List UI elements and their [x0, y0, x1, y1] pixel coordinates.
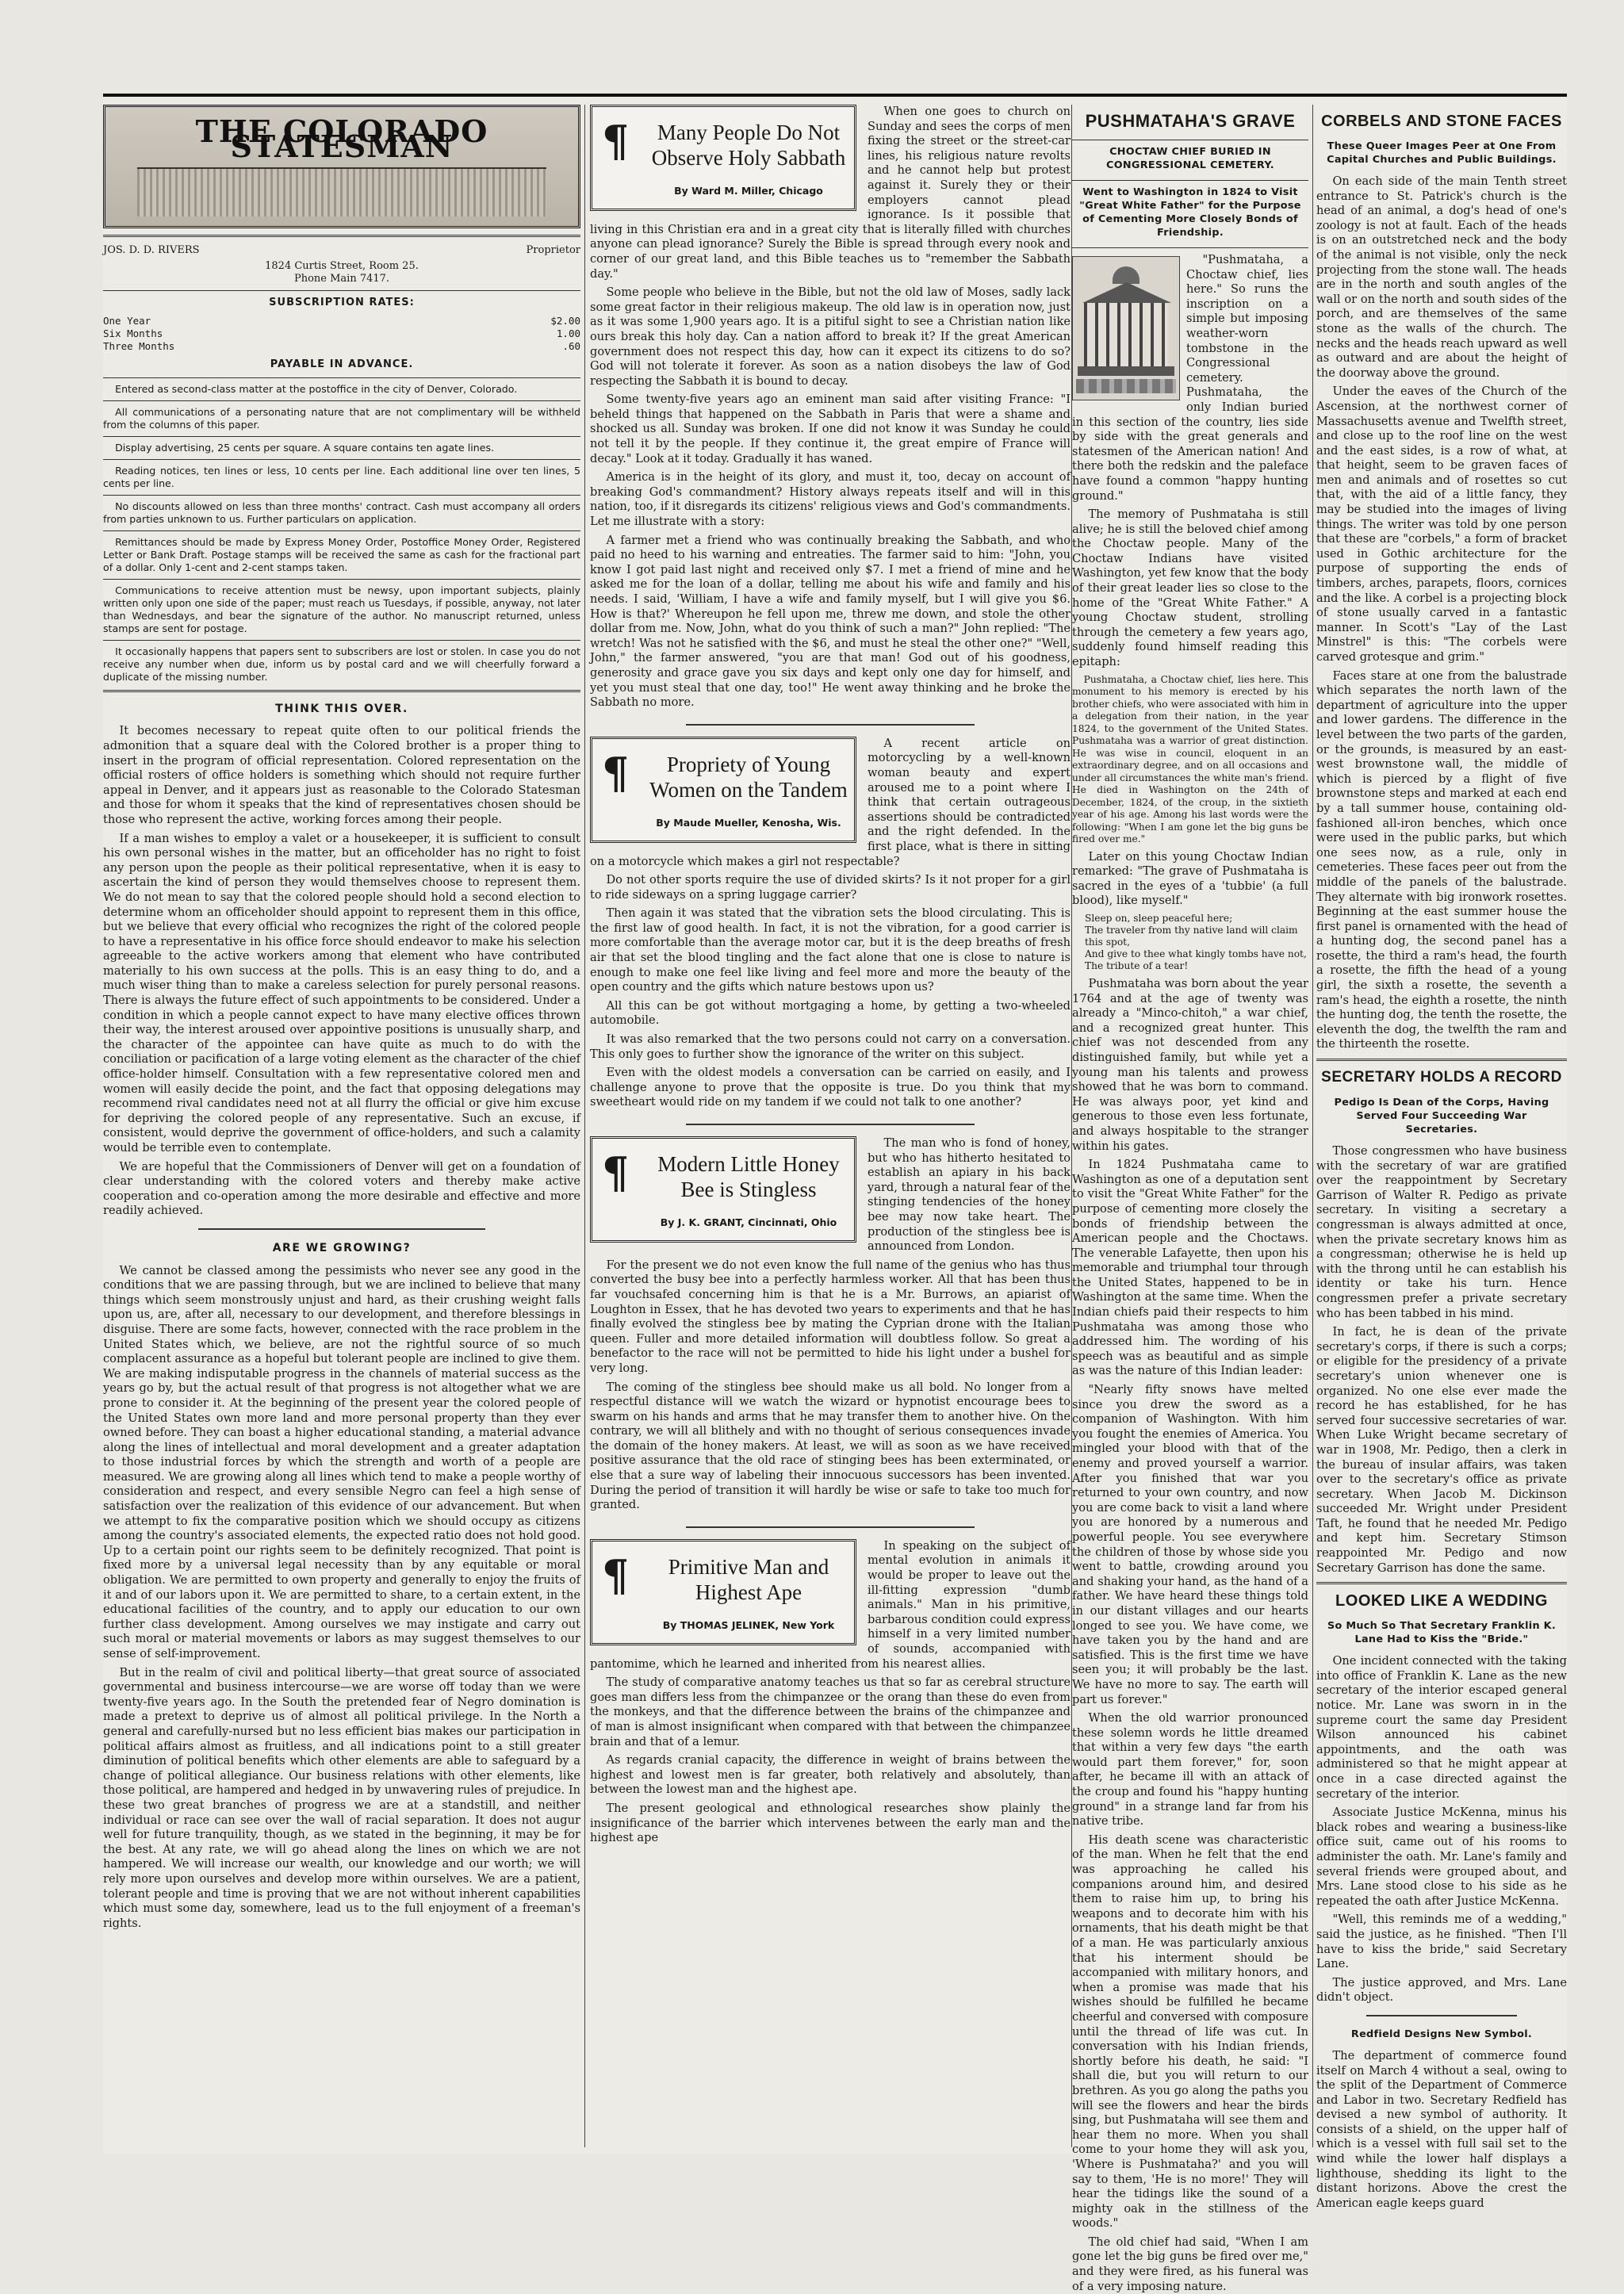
pilcrow-icon: ¶ — [602, 747, 630, 798]
paragraph: In speaking on the subject of mental evolution in animals it would be proper to leave out the ill-fitting expression "dumb animals." Man in his primitive, barbarous condition could express himself in a very limited number of sounds, accompanied with pantomime, which he learned and inherited from his nearest allies. — [590, 1538, 1071, 1671]
publisher-address: 1824 Curtis Street, Room 25. — [265, 259, 419, 272]
article-headline: PUSHMATAHA'S GRAVE — [1085, 111, 1296, 131]
paragraph: It was also remarked that the two persons could not carry on a conversation. This only goes to further show the ignorance of the writer on this subject. — [590, 1032, 1071, 1061]
column-1 — [103, 105, 580, 2147]
paragraph: When the old warrior pronounced these solemn words he little dreamed that within a very few days "the earth would part them forever," for, soon after, he became ill with an attack of the croup and found his "happy hunting ground" in a strange land far from his native tribe. — [1072, 1711, 1308, 1829]
paragraph: The coming of the stingless bee should make us all bold. No longer from a respectful distance will we watch the wizard or hypnotist encourage bees to swarm on his hands and arms that he may transfer them to another hive. On the contrary, we will all blithely and with no thought of serious consequences invade the domain of the honey makers. At least, we will as soon as we have received positive assurance that the old race of stinging bees has been exterminated, or else that a sure way of labeling their innocuous successors has been invented. During the period of transition it will hardly be wise or safe to take too much for granted. — [590, 1380, 1071, 1512]
top-rule — [103, 94, 1567, 97]
paragraph: The department of commerce found itself on March 4 without a seal, owing to the split of the Department of Commerce and Labor in two. Secretary Redfield has devised a new symbol of authority. It consists of a shield, on the upper half of which is a vessel with full sail set to the wind while the lower half displays a lighthouse, shedding its light to the distant horizons. Above the crest the American eagle keeps guard — [1316, 2048, 1567, 2210]
publisher-name: JOS. D. D. RIVERS — [103, 244, 200, 256]
column-2 — [590, 105, 1071, 2147]
newspaper-page — [103, 94, 1567, 2293]
column-4 — [1316, 105, 1567, 2210]
article-title-box — [590, 1136, 856, 1243]
paragraph: A recent article on motorcycling by a well-known woman beauty and expert aroused me to a point where I think that certain outrageous assertions should be contradicted and the right defended. In the first place, what is there in sitting on a motorcycle which makes a girl not respectable? — [590, 736, 1071, 868]
notice: Remittances should be made by Express Money Order, Postoffice Money Order, Registered Letter or Bank Draft. Postage stamps will be received the same as cash for the fractional part of a dollar. Only 1-cent and 2-cent stamps taken. — [103, 535, 580, 573]
article-title-box — [590, 105, 856, 211]
paragraph: Pushmataha was born about the year 1764 and at the age of twenty was already a "Minco-chitoh," a war chief, and a recognized great hunter. This chief was not descended from any distinguished family, but while yet a young man his talents and prowess showed that he was born to command. He was always poor, yet kind and generous to those even less fortunate, and always hospitable to the stranger within his gates. — [1072, 977, 1308, 1153]
paragraph: Some twenty-five years ago an eminent man said after visiting France: "I beheld things that happened on the Sabbath in Paris that were a shame and shocked us all. Sunday was broken. If one did not know it was Sunday he could not tell it by the people. If they continue it, the great empire of France will decay." Look at it today. Gradually it has waned. — [590, 393, 1071, 465]
editorial-title: ARE WE GROWING? — [272, 1241, 412, 1254]
pilcrow-icon: ¶ — [602, 1549, 630, 1601]
paragraph: On each side of the main Tenth street entrance to St. Patrick's church is the head of an animal, a dog's head of one's zoology is not at fault. Each of the heads is on an outstretched neck and the body of the animal is not visible, only the neck projecting from the stone wall. The heads are in the north and south angles of the wall or on the north and south sides of the porch, and are themselves of the same stone as the walls of the church. The necks and the heads reach upward as well as outward and are about the height of the doorway above the ground. — [1316, 174, 1567, 380]
article-byline: By THOMAS JELINEK, New York — [662, 1619, 835, 1632]
paragraph: For the present we do not even know the full name of the genius who has thus converted the busy bee into a perfectly harmless worker. All that has been thus far vouchsafed concerning him is that he is a Mr. Burrows, an apiarist of Loughton in Essex, that he has devoted two years to experiments and that he has finally evolved the stingless bee by mating the Cyprian drone with the Italian queen. Fuller and more detailed information will doubtless follow. So great a benefactor to the race will not be permitted to hide his light under a bushel for very long. — [590, 1258, 1071, 1375]
paragraph: Some people who believe in the Bible, but not the old law of Moses, sadly lack some great factor in their religious makeup. The old law is in operation now, just as it was some 1,900 years ago. It is a pitiful sight to see a Christian nation like ours break this holy day. Can a nation afford to break it? If the great American government does not respect this day, how can it expect its citizens to do so? God will not tolerate it forever. As soon as a nation disobeys the law of God respecting the Sabbath it is bound to decay. — [590, 285, 1071, 388]
paragraph: His death scene was characteristic of the man. When he felt that the end was approaching he called his companions around him, and desired them to raise him up, to bring his weapons and to decorate him with his ornaments, that his death might be that of a man. He was particularly anxious that his interment should be accompanied with military honors, and when a promise was made that his wishes should be fulfilled he became cheerful and conversed with composure until the thread of life was cut. In conversation with his Indian friends, shortly before his death, he said: "I shall die, but you will return to our brethren. As you go along the paths you will see the flowers and hear the birds sing, but Pushmataha will see them and hear them no more. When you shall come to your home they will ask you, 'Where is Pushmataha?' and you will say to them, 'He is no more!' They will hear the tidings like the sound of a mighty oak in the stillness of the woods." — [1072, 1833, 1308, 2231]
capitol-building-illustration — [1072, 256, 1180, 400]
article-title-box — [590, 1539, 856, 1645]
article-byline: By Ward M. Miller, Chicago — [674, 185, 823, 197]
paragraph: In fact, he is dean of the private secretary's corps, if there is such a corps; or eligible for the presidency of a private secretary's union whenever one is organized. No one else ever made the record he has established, for he has served four successive secretaries of war. When Luke Wright became secretary of war in 1908, Mr. Pedigo, then a clerk in the bureau of insular affairs, was taken over to the secretary's office as private secretary. When Jacob M. Dickinson succeeded Mr. Wright under President Taft, he found that he needed Mr. Pedigo and kept him. Secretary Stimson reappointed Mr. Pedigo and now Secretary Garrison has done the same. — [1316, 1325, 1567, 1575]
pilcrow-icon: ¶ — [602, 116, 630, 167]
paragraph: Faces stare at one from the balustrade which separates the north lawn of the department of agriculture into the upper and lower gardens. The difference in the level between the two parts of the garden, or the grounds, is measured by an east-west brownstone wall, the middle of which is pierced by a flight of five brownstone steps and marked at each end by a tall summer house, containing old-fashioned all-iron benches, which once were used in the public parks, but which one sees now, as a rule, only in cemeteries. These faces peer out from the middle of the panels of the balustrade. They alternate with big ironwork rosettes. Beginning at the east summer house the first panel is ornamented with the head of a hunting dog, the second panel has a rosette, the third a ram's head, the fourth a rosette, the fifth the head of a young girl, the sixth a rosette, the seventh a ram's head, the eighth a rosette, the ninth the hunting dog, the tenth the rosette, the eleventh the dog, the twelfth the ram and the thirteenth the rosette. — [1316, 668, 1567, 1051]
notice: Communications to receive attention must be newsy, upon important subjects, plainly written only upon one side of the paper; must reach us Tuesdays, if possible, anyway, not later than Wednesdays, and bear the signature of the author. No manuscript returned, unless stamps are sent for postage. — [103, 584, 580, 634]
payable-in-advance: PAYABLE IN ADVANCE. — [270, 358, 414, 371]
paragraph: One incident connected with the taking into office of Franklin K. Lane as the new secretary of the interior escaped general notice. Mr. Lane was sworn in in the supreme court the same day President Wilson announced his cabinet appointments, and the oath was administered so that he might appear at once in a case directed against the secretary of the interior. — [1316, 1654, 1567, 1801]
paragraph: The study of comparative anatomy teaches us that so far as cerebral structure goes man differs less from the chimpanzee or the orang than these do even from the monkeys, and that the difference between the brains of the chimpanzee and of man is almost insignificant when compared with that between the chimpanzee brain and that of a lemur. — [590, 1676, 1071, 1748]
paragraph: The memory of Pushmataha is still alive; he is still the beloved chief among the Choctaw people. Many of the Choctaw Indians have visited Washington, yet few know that the body of their great leader lies so close to the home of the "Great White Father." A young Choctaw student, strolling through the cemetery a few years ago, suddenly found himself reading this epitaph: — [1072, 507, 1308, 669]
article-byline: By J. K. GRANT, Cincinnati, Ohio — [660, 1216, 837, 1229]
publisher-line — [103, 243, 580, 259]
article-deck: Pedigo Is Dean of the Corps, Having Served Four Succeeding War Secretaries. — [1334, 1097, 1549, 1136]
paragraph: Associate Justice McKenna, minus his black robes and wearing a business-like office suit, came out of his rooms to administer the oath. Mr. Lane's family and several friends were grouped about, and Mrs. Lane stood close to his side as he repeated the oath after Justice McKenna. — [1316, 1806, 1567, 1908]
rate-row: Six Months 1.00 — [103, 327, 580, 340]
subscription-heading: SUBSCRIPTION RATES: — [269, 296, 415, 308]
paragraph: America is in the height of its glory, and must it, too, decay on account of breaking God's commandment? History always repeats itself and will in this nation, too, if it disregards its citizens' religious views and God's commandments. Let me illustrate with a story: — [590, 470, 1071, 529]
rate-row: One Year $2.00 — [103, 315, 580, 327]
column-divider — [584, 105, 585, 2147]
article-subhead: Redfield Designs New Symbol. — [1350, 2028, 1533, 2040]
article-byline: By Maude Mueller, Kenosha, Wis. — [656, 817, 841, 829]
paragraph: "Well, this reminds me of a wedding," said the justice, as he finished. "Then I'll have to kiss the bride," said Secretary Lane. — [1316, 1913, 1567, 1971]
article-deck: These Queer Images Peer at One From Capital Churches and Public Buildings. — [1327, 140, 1557, 166]
notice: It occasionally happens that papers sent to subscribers are lost or stolen. In case you do not receive any number when due, inform us by postal card and we will cheerfully forward a duplicate of the missing number. — [103, 645, 580, 683]
paragraph: The justice approved, and Mrs. Lane didn't object. — [1316, 1975, 1567, 2005]
paragraph: All this can be got without mortgaging a home, by getting a two-wheeled automobile. — [590, 998, 1071, 1028]
paragraph: In 1824 Pushmataha came to Washington as one of a deputation sent to visit the "Great White Father" for the purpose of cementing more closely the bonds of friendship between the American people and the Choctaws. The venerable Lafayette, then upon his memorable and triumphal tour through the United States, happened to be in Washington at the same time. When the Indian chiefs paid their respects to him Pushmataha was among those who addressed him. The wording of his speech was as beautiful and as simple as was the nature of this Indian leader: — [1072, 1158, 1308, 1378]
paragraph: The man who is fond of honey, but who has hitherto hesitated to establish an apiary in his back yard, through a natural fear of the stinging tendencies of the honey bee may now take heart. The production of the stingless bee is announced from London. — [868, 1136, 1071, 1254]
paragraph: A farmer met a friend who was continually breaking the Sabbath, and who paid no heed to his warning and entreaties. The farmer said to him: "John, you know I got paid last night and received only $7. I met a friend of mine and he asked me for the loan of a dollar, telling me about his wife and family and his needs. I said, 'William, I have a wife and family myself, but I will give you $6. How is that?' Whereupon he fell upon me, threw me down, and stole the other dollar from me. Now, John, what do you think of such a man?" John replied: "The wretch! Was not he satisfied with the $6, and must he steal the other one?" "Well, John," the farmer answered, "you are that man! God out of his goodness, generosity and grace gave you six days and kept only one day for himself, and yet you must steal that one day, too!" He went away thinking and he broke the Sabbath no more. — [590, 533, 1071, 710]
article-headline: CORBELS AND STONE FACES — [1321, 113, 1562, 130]
masthead-title: THE COLORADO STATESMAN — [195, 113, 488, 164]
article-title-box — [590, 737, 856, 843]
article-title: Modern Little Honey Bee is Stingless — [657, 1152, 840, 1201]
article-headline: LOOKED LIKE A WEDDING — [1335, 1592, 1548, 1610]
article-title: Many People Do Not Observe Holy Sabbath — [651, 121, 846, 170]
paragraph: Under the eaves of the Church of the Ascension, at the northwest corner of Massachusetts avenue and Twelfth street, and close up to the roof line on the west and the east sides, is a row of what, at that height, seem to be graven faces of men and animals and of rosettes so cut that, with the aid of a little fancy, they may be studied into the images of living things. The writer was told by one person that these are "corbels," a form of bracket used in Gothic architecture for the purpose of supporting the ends of timbers, arches, parapets, floors, cornices and the like. A corbel is a projecting block of stone usually carved in a fantastic manner. In Scott's "Lay of the Last Minstrel" is this: "The corbels were carved grotesque and grim." — [1316, 385, 1567, 664]
paragraph: Even with the oldest models a conversation can be carried on easily, and I challenge anyone to prove that the opposite is true. Do you think that my sweetheart would ride on my tandem if we could not talk to one another? — [590, 1066, 1071, 1109]
paragraph: Then again it was stated that the vibration sets the blood circulating. This is the first law of good health. In fact, it is not the vibration, for a good carrier is more comfortable than the average motor car, but it is the deep breaths of fresh air that set the blood tingling and the fact alone that one is close to nature is enough to make one feel like living and feel more and more the beauty of the open country and the gifts which nature bestows upon us? — [590, 906, 1071, 994]
notice: All communications of a personating nature that are not complimentary will be withheld from the columns of this paper. — [103, 405, 580, 431]
pilcrow-icon: ¶ — [602, 1147, 630, 1198]
article-title: Propriety of Young Women on the Tandem — [649, 752, 848, 802]
paragraph: When one goes to church on Sunday and sees the corps of men fixing the street or the street-car lines, his religious nature revolts and he cannot help but protest against it. Surely they or their employers cannot plead ignorance. Is it possible that living in this Christian era and in a great city that is literally filled with churches anyone can plead ignorance? Surely the Bible is spread through every nook and corner of our great land, and this Bible teaches us to "remember the Sabbath day." — [590, 105, 1071, 281]
paragraph: "Nearly fifty snows have melted since you drew the sword as a companion of Washington. With him you fought the enemies of America. You mingled your blood with that of the enemy and proved yourself a warrior. After you finished that war you returned to your own country, and now you are come back to visit a land where you are honored by a numerous and powerful people. You see everywhere the children of those by whose side you went to battle, crowding around you and shaking your hand, as the hand of a father. We have heard these things told in our distant villages and our hearts longed to see you. We have come, we have taken you by the hand and are satisfied. This is the first time we have seen you; it will probably be the last. We have no more to say. The earth will part us forever." — [1072, 1383, 1308, 1706]
masthead-illustration — [137, 167, 546, 216]
notice: No discounts allowed on less than three months' contract. Cash must accompany all orders from parties unknown to us. Further particulars on application. — [103, 500, 580, 525]
paragraph: The old chief had said, "When I am gone let the big guns be fired over me," and they were fired, as his funeral was of a very imposing nature. — [1072, 2235, 1308, 2293]
editorial-title: THINK THIS OVER. — [275, 702, 408, 715]
paragraph: We are hopeful that the Commissioners of Denver will get on a foundation of clear understanding with the colored voters and thereby make active cooperation and co-operation among the more desirable and effective and more readily achieved. — [103, 1159, 580, 1218]
paragraph: Later on this young Choctaw Indian remarked: "The grave of Pushmataha is sacred in the eyes of a 'tubbie' (a full blood), like myself." — [1072, 849, 1308, 908]
paragraph: But in the realm of civil and political liberty—that great source of associated governmental and business intercourse—we are worse off today than we were twenty-five years ago. In the South the pretended fear of Negro domination is made a pretext to deprive us of almost all political privilege. In the North a general and carefully-nursed but no less efficient bias makes our participation in political affairs almost as fruitless, and all indications point to a still greater diminution of political benefits which other elements are able to safeguard by a change of political allegiance. Our business relations with other elements, like those political, are hampered and hedged in by unwavering rules of prejudice. In these two great branches of progress we are at a standstill, and neither individual or race can see over the wall of racial separation. It does not augur well for future tranquility, though, as we stated in the beginning, it may be for the best. At any rate, we will go ahead along the lines on which we are not hampered. We will increase our wealth, our knowledge and our worth; we will rely more upon ourselves and develop more within ourselves. We are a patient, tolerant people and time is proving that we are not without inherent capabilities which must some day, somewhere, lead us to the full enjoyment of a freeman's rights. — [103, 1665, 580, 1930]
paragraph: If a man wishes to employ a valet or a housekeeper, it is sufficient to consult his own personal wishes in the matter, but an officeholder has no right to foist any person upon the people as their political representative, when it is easy to ascertain the kind of person they would themselves choose to represent them. We do not mean to say that the colored people should hold a second election to determine whom an officeholder should appoint to represent them in this office, but we believe that every official who recognizes the right of the colored people to have a representative in his office force should endeavor to make his selection agreeable to the active workers among that element who have contributed materially to his own success at the polls. This is an easy thing to do, and a much wiser thing than to make a careless selection for purely personal reasons. There is always the future effect of such appointments to be considered. Under a condition in which a people cannot expect to have many elective offices thrown their way, the interest aroused over appointive positions is unusually sharp, and the character of the appointee can have quite as much to do with the conciliation or pacification of a large voting element as the character of the chief office-holder himself. Consultation with a few representative colored men and women will easily decide the point, and the fact that opposing delegations may recommend rival candidates need not at all flurry the official or give him excuse for depriving the colored people of any representative. Such an excuse, if consistent, would deprive the government of office-holders, and such a calamity would be terrible even to contemplate. — [103, 831, 580, 1155]
paragraph: Do not other sports require the use of divided skirts? Is it not proper for a girl to ride sideways on a spring luggage carrier? — [590, 873, 1071, 902]
article-deck: Went to Washington in 1824 to Visit "Great White Father" for the Purpose of Cementing More Closely Bonds of Friendship. — [1079, 186, 1301, 239]
article-headline: SECRETARY HOLDS A RECORD — [1321, 1069, 1562, 1086]
paragraph: "Pushmataha, a Choctaw chief, lies here." So runs the inscription on a simple but imposing weather-worn tombstone in the Congressional cemetery. Pushmataha, the only Indian buried in this section of the country, lies side by side with the great generals and statesmen of the American nation! And there both the redskin and the paleface have found a common "happy hunting ground." — [1072, 253, 1308, 503]
verse: Sleep on, sleep peaceful here; The traveler from thy native land will claim this spot, And give to thee what kingly tombs have not, The tribute of a tear! — [1085, 913, 1307, 971]
publisher-phone: Phone Main 7417. — [293, 272, 390, 285]
article-title: Primitive Man and Highest Ape — [668, 1554, 829, 1604]
article-deck: So Much So That Secretary Franklin K. Lane Had to Kiss the "Bride." — [1327, 1620, 1556, 1646]
notice: Reading notices, ten lines or less, 10 cents per line. Each additional line over ten lines, 5 cents per line. — [103, 464, 580, 489]
paragraph: It becomes necessary to repeat quite often to our political friends the admonition that a square deal with the Colored brother is a proper thing to insert in the program of official representation. Colored representation on the official rosters of office holders is something which should not require further appeal in Denver, and it appears just as reasonable to the Colorado Statesman and those for whom it speaks that the kind of representatives chosen should be those who represent the active, working forces among their people. — [103, 724, 580, 826]
paragraph: We cannot be classed among the pessimists who never see any good in the conditions that we are passing through, but we are inclined to believe that many things which seem monstrously unjust and hard, as their crushing weight falls upon us, are, after all, necessary to our development, and therefore blessings in disguise. There are some facts, however, connected with the race problem in the United States which, we believe, are not the rightful source of so much complacent assurance as a hopeful but tolerant people are inclined to give them. We are making indisputable progress in the channels of material success as the years go by, but the actual result of that progress is not altogether what we are prone to consider it. At the beginning of the present year the colored people of the United States own more land and more personal property than they ever owned before. They can boast a higher educational standing, a material advance along the lines of intellectual and moral development and a greater adaptation to those industrial forces by which the strength and worth of a people are measured. We are growing along all lines which tend to make a people worthy of consideration and respect, and every sensible Negro can feel a high sense of satisfaction over the realization of this evidence of our advancement. But when we attempt to fix the comparative position which we should occupy as citizens among the country's associated elements, the expected ratio does not hold good. Up to a certain point our rights seem to be definitely recognized. That point is fixed more by a universal legal necessity than by any equitable or moral obligation. We are permitted to own property and generally to enjoy the fruits of it and of our labors upon it. We are permitted to share, to a certain extent, in the educational facilities of the country, and to apply our education to our own further class development. Among ourselves we may instigate and carry out such moral or material movements or labors as may suggest themselves to our sense of self-improvement. — [103, 1263, 580, 1660]
notice: Display advertising, 25 cents per square. A square contains ten agate lines. — [115, 441, 495, 454]
paragraph: Those congressmen who have business with the secretary of war are gratified over the reappointment by Secretary Garrison of Walter R. Pedigo as private secretary. In visiting a secretary a congressman is always admitted at once, when the private secretary knows him as a congressman; otherwise he is held up with the throng until he can establish his identity or take his turn. Hence congressmen prefer a private secretary who has been tabbed in his mind. — [1316, 1144, 1567, 1320]
paragraph: The present geological and ethnological researches show plainly the insignificance of the barrier which intervenes between the early man and the highest ape — [590, 1801, 1071, 1845]
masthead — [103, 105, 580, 228]
notice: Entered as second-class matter at the postoffice in the city of Denver, Colorado. — [115, 382, 518, 395]
column-3 — [1072, 105, 1308, 2293]
publisher-role: Proprietor — [526, 244, 580, 256]
article-deck: CHOCTAW CHIEF BURIED IN CONGRESSIONAL CEMETERY. — [1106, 146, 1274, 171]
rate-row: Three Months .60 — [103, 340, 580, 353]
paragraph: As regards cranial capacity, the difference in weight of brains between the highest and lowest men is far greater, both relatively and absolutely, than between the lowest man and the highest ape. — [590, 1753, 1071, 1797]
epitaph: Pushmataha, a Choctaw chief, lies here. This monument to his memory is erected by his brother chiefs, who were associated with him in a delegation from their nation, in the year 1824, to the government of the United States. Pushmataha was a warrior of great distinction. He was wise in council, eloquent in an extraordinary degree, and on all occasions and under all circumstances the white man's friend. He died in Washington on the 24th of December, 1824, of the croup, in the sixtieth year of his age. Among his last words were the following: "When I am gone let the big guns be fired over me." — [1072, 673, 1308, 845]
column-divider — [1312, 105, 1313, 2147]
